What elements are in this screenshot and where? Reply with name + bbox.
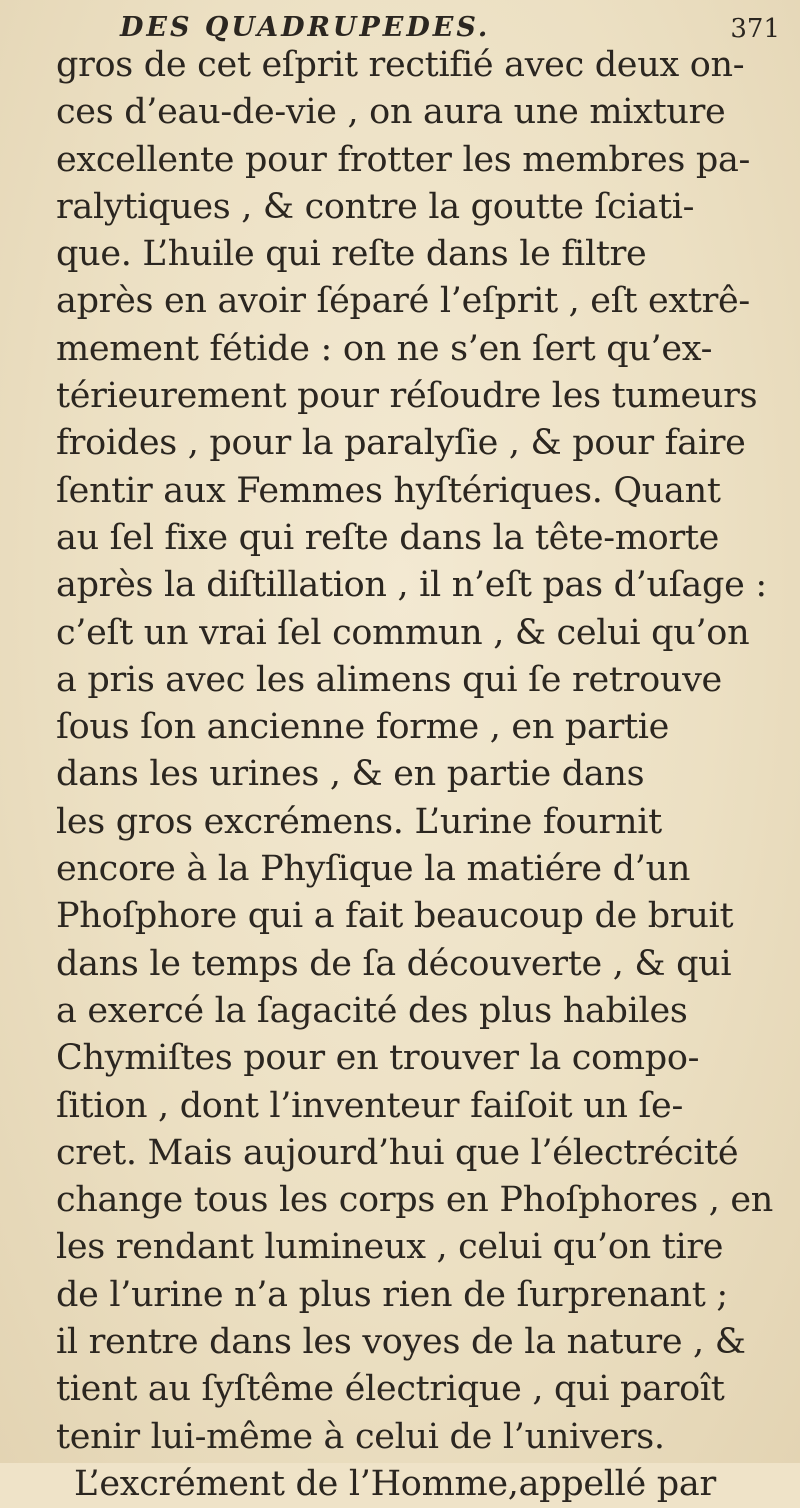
text-line: que. L’huile qui reſte dans le filtre	[56, 234, 647, 275]
text-line: de l’urine n’a plus rien de ſurprenant ;	[56, 1274, 728, 1315]
text-line: après la diſtillation , il n’eſt pas d’uſage :	[56, 565, 767, 606]
text-line: les gros excrémens. L’urine fournit	[56, 801, 662, 842]
text-line: térieurement pour réſoudre les tumeurs	[56, 376, 758, 417]
text-line: ſition , dont l’inventeur faiſoit un ſe-	[56, 1085, 683, 1126]
text-line: après en avoir ſéparé l’eſprit , eſt extrê-	[56, 281, 750, 322]
text-line: dans les urines , & en partie dans	[56, 754, 645, 795]
text-line: c’eſt un vrai ſel commun , & celui qu’on	[56, 612, 750, 653]
text-line: il rentre dans les voyes de la nature , &	[56, 1322, 746, 1363]
text-line: tenir lui-même à celui de l’univers.	[56, 1416, 665, 1457]
text-line: ſentir aux Femmes hyſtériques. Quant	[56, 470, 721, 511]
text-line: cret. Mais aujourd’hui que l’électrécité	[56, 1132, 739, 1173]
text-line: L’excrément de l’Homme,appellé par	[74, 1463, 716, 1504]
text-line: Chymiſtes pour en trouver la compo-	[56, 1038, 700, 1079]
text-line: tient au ſyſtême électrique , qui paroît	[56, 1369, 725, 1410]
text-line: dans le temps de ſa découverte , & qui	[56, 943, 732, 984]
page-number: 371	[730, 14, 780, 44]
text-line: a exercé la ſagacité des plus habiles	[56, 990, 688, 1031]
text-line: gros de cet eſprit rectifié avec deux on-	[56, 45, 745, 85]
text-line: ces d’eau-de-vie , on aura une mixture	[56, 92, 726, 133]
text-line: Phoſphore qui a fait beaucoup de bruit	[56, 896, 734, 937]
text-line: au ſel fixe qui reſte dans la tête-morte	[56, 517, 720, 558]
text-line: encore à la Phyſique la matiére d’un	[56, 849, 691, 890]
text-line: ſous ſon ancienne forme , en partie	[56, 707, 670, 748]
text-line: mement fétide : on ne s’en ſert qu’ex-	[56, 328, 713, 369]
body-text	[56, 42, 788, 1508]
running-title: DES QUADRUPEDES.	[120, 12, 491, 43]
text-line: change tous les corps en Phoſphores , en	[56, 1180, 774, 1221]
text-line: excellente pour frotter les membres pa-	[56, 139, 751, 180]
text-line: a pris avec les alimens qui ſe retrouve	[56, 659, 722, 700]
text-line: ralytiques , & contre la goutte ſciati-	[56, 186, 695, 227]
text-line: les rendant lumineux , celui qu’on tire	[56, 1227, 724, 1268]
text-line: froides , pour la paralyſie , & pour faire	[56, 423, 746, 464]
